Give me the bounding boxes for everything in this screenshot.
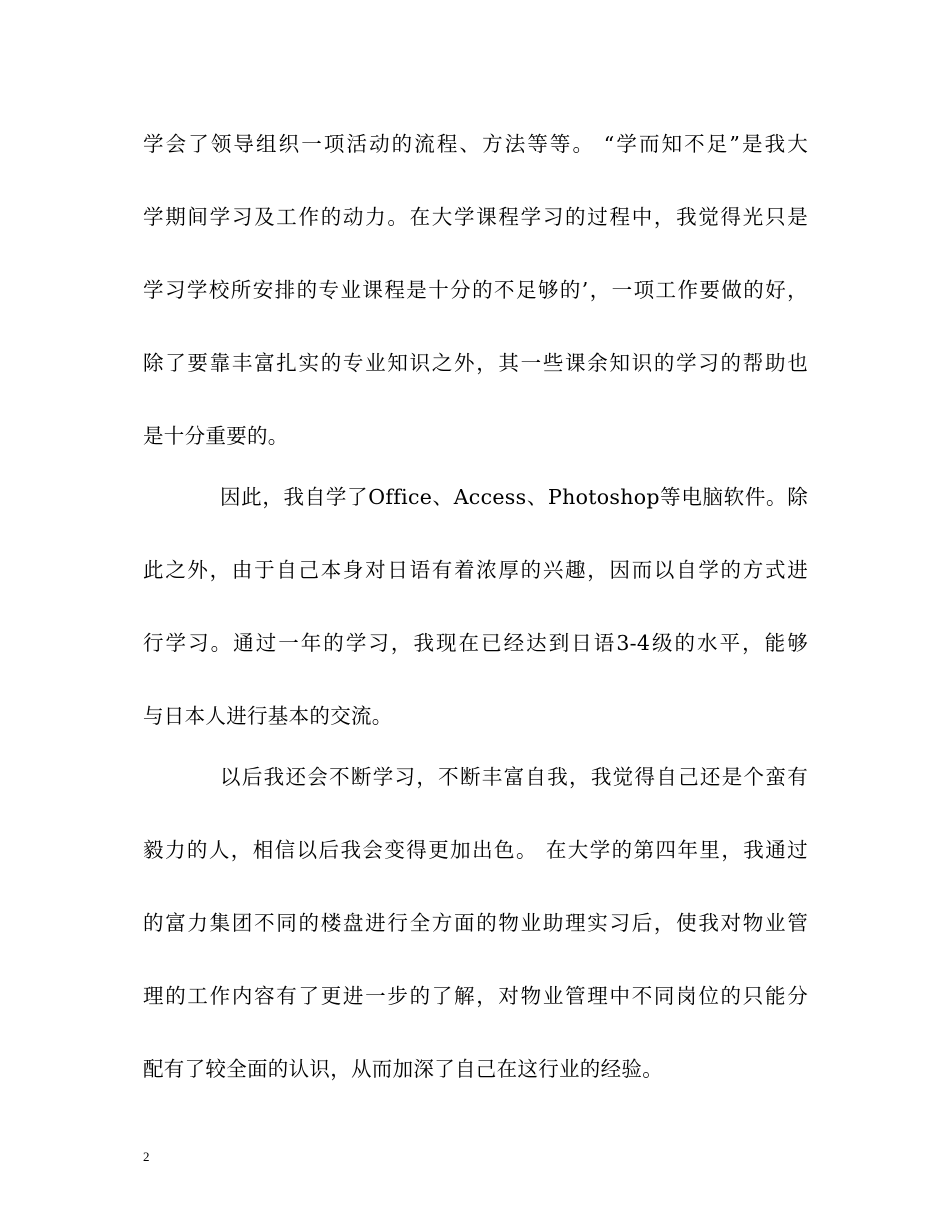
text-line: 学会了领导组织一项活动的流程、方法等等。 “学而知不足”是我大 xyxy=(143,132,808,156)
page-number: 2 xyxy=(143,1149,150,1164)
text-line: 是十分重要的。 xyxy=(143,424,289,448)
text-line: 理的工作内容有了更进一步的了解，对物业管理中不同岗位的只能分 xyxy=(143,984,808,1008)
paragraph-first-line: 以后我还会不断学习，不断丰富自我，我觉得自己还是个蛮有 xyxy=(220,765,808,789)
text-line: 学习学校所安排的专业课程是十分的不足够的’，一项工作要做的好， xyxy=(143,278,808,302)
text-line: 行学习。通过一年的学习，我现在已经达到日语3-4级的水平，能够 xyxy=(143,631,808,655)
text-line: 除了要靠丰富扎实的专业知识之外，其一些课余知识的学习的帮助也 xyxy=(143,351,808,375)
text-line: 配有了较全面的认识，从而加深了自己在这行业的经验。 xyxy=(143,1057,663,1081)
text-line: 与日本人进行基本的交流。 xyxy=(143,704,393,728)
paragraph-first-line: 因此，我自学了Office、Access、Photoshop等电脑软件。除 xyxy=(220,485,808,509)
text-line: 的富力集团不同的楼盘进行全方面的物业助理实习后，使我对物业管 xyxy=(143,911,808,935)
text-line: 此之外，由于自己本身对日语有着浓厚的兴趣，因而以自学的方式进 xyxy=(143,558,808,582)
text-line: 毅力的人，相信以后我会变得更加出色。 在大学的第四年里，我通过 xyxy=(143,838,808,862)
text-line: 学期间学习及工作的动力。在大学课程学习的过程中，我觉得光只是 xyxy=(143,205,808,229)
